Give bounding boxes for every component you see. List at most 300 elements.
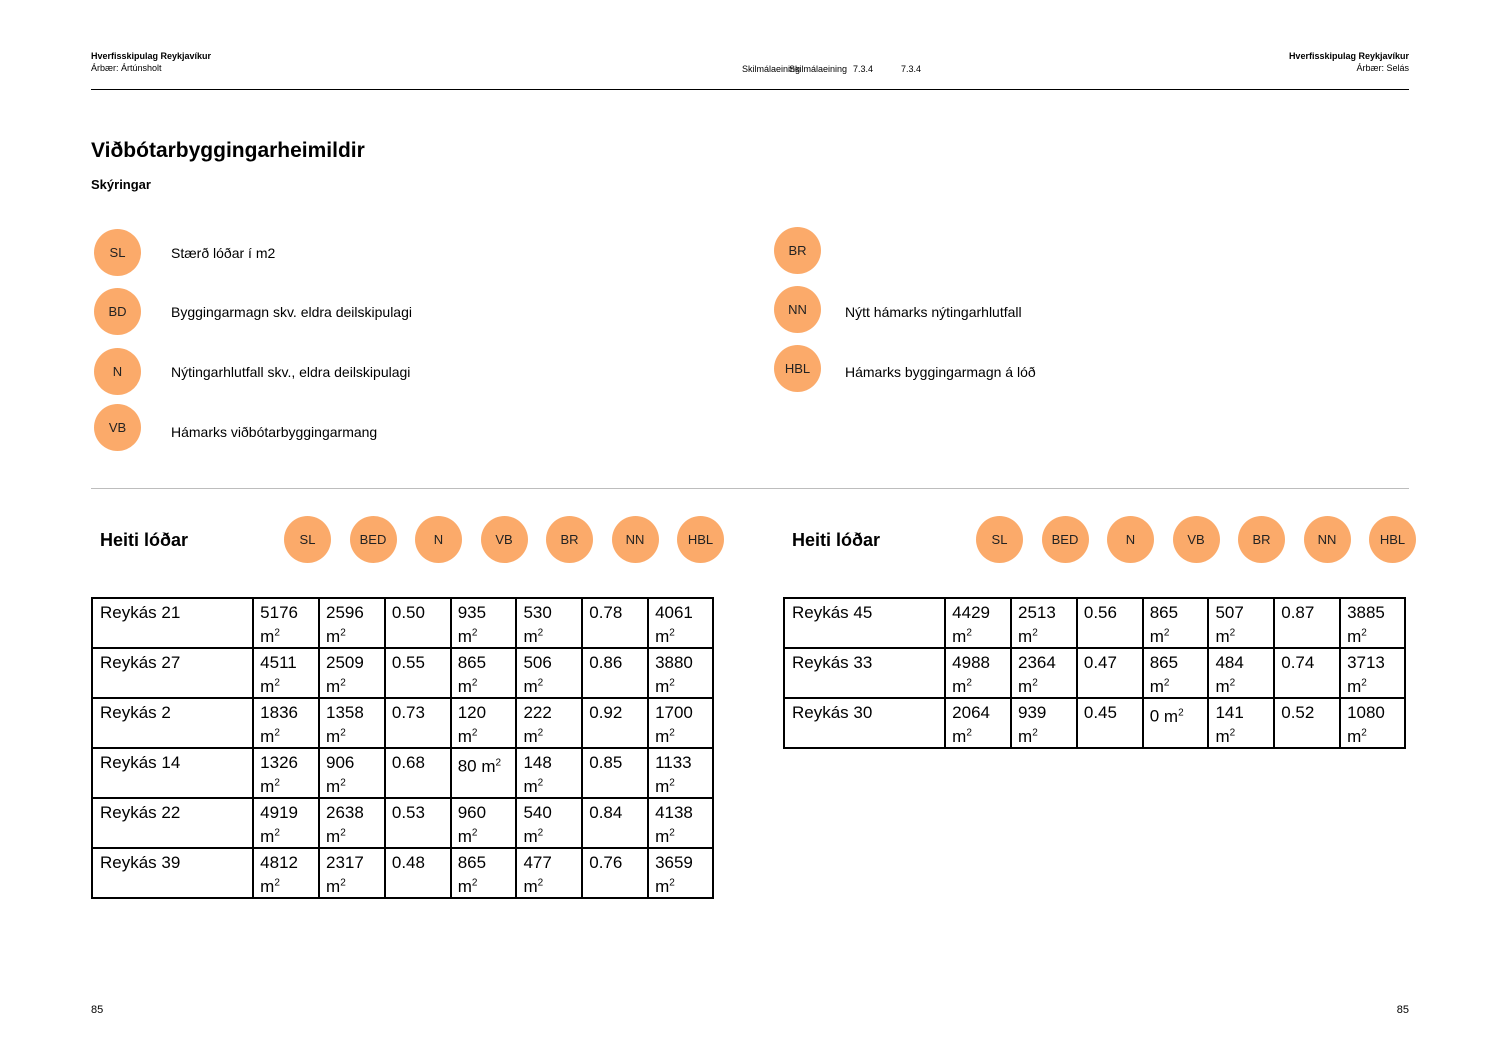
cell-value: 0.74: [1281, 653, 1315, 672]
lot-value-cell: [582, 748, 648, 798]
lot-value-cell: [451, 748, 517, 798]
cell-value: 3885: [1347, 603, 1385, 622]
legend-text: Stærð lóðar í m2: [171, 245, 276, 261]
cell-value: 0.52: [1281, 703, 1315, 722]
unit-base: m: [1347, 626, 1362, 646]
unit-base: m: [655, 776, 670, 796]
lot-value-cell: [385, 698, 451, 748]
unit-base: m: [457, 726, 472, 746]
unit-base: m: [523, 776, 538, 796]
unit-exponent: 2: [1032, 627, 1038, 638]
unit-base: m: [523, 826, 538, 846]
cell-unit: [326, 877, 346, 896]
cell-value: 1326: [260, 753, 298, 772]
lot-value-cell: [253, 698, 319, 748]
lot-value-cell: [385, 748, 451, 798]
cell-unit: [952, 627, 972, 646]
table-row: [92, 748, 713, 798]
unit-exponent: 2: [669, 827, 675, 838]
lot-name-cell: Reykás 22: [92, 798, 253, 848]
cell-value: 80: [457, 756, 477, 776]
cell-value: 0.92: [589, 703, 623, 722]
cell-value: 484: [1215, 653, 1244, 672]
lot-name-cell: Reykás 27: [92, 648, 253, 698]
lot-name-cell: Reykás 30: [784, 698, 945, 748]
lot-value-cell: [385, 648, 451, 698]
unit-base: m: [523, 676, 538, 696]
table-row: [92, 698, 713, 748]
header-divider: [91, 89, 1409, 90]
legend-text: Byggingarmagn skv. eldra deilskipulagi: [171, 304, 412, 320]
unit-base: m: [457, 826, 472, 846]
cell-value: 0.53: [391, 803, 425, 822]
cell-value: 4812: [260, 853, 298, 872]
lot-value-cell: [1208, 598, 1274, 648]
unit-exponent: 2: [537, 777, 544, 788]
cell-value: 4138: [655, 803, 693, 822]
cell-unit: [1018, 727, 1038, 746]
legend-badge: NN: [774, 286, 821, 333]
unit-exponent: 2: [274, 777, 280, 788]
lot-value-cell: [451, 798, 517, 848]
cell-unit: [260, 777, 280, 796]
unit-exponent: 2: [966, 677, 972, 688]
lot-value-cell: [945, 648, 1011, 698]
cell-value: 935: [457, 603, 487, 622]
header-mid-num-a: 7.3.4: [853, 64, 874, 74]
column-badge-nn: NN: [612, 516, 659, 563]
unit-base: m: [457, 626, 472, 646]
legend-subtitle: Skýringar: [91, 177, 151, 192]
cell-value: 3880: [655, 653, 693, 672]
unit-base: m: [1215, 726, 1230, 746]
table-row: [92, 798, 713, 848]
cell-value: 4511: [260, 653, 297, 672]
lot-name-cell: Reykás 45: [784, 598, 945, 648]
cell-unit: [481, 757, 501, 776]
cell-value: 2596: [326, 603, 364, 622]
lot-value-cell: [516, 698, 582, 748]
cell-unit: [1018, 627, 1038, 646]
header-right-title: Hverfisskipulag Reykjavíkur: [1288, 51, 1409, 61]
legend-text: Hámarks byggingarmagn á lóð: [845, 364, 1036, 380]
unit-exponent: 2: [669, 627, 675, 638]
legend-text: Nýtingarhlutfall skv., eldra deilskipulagi: [171, 364, 411, 380]
cell-value: 1133: [655, 753, 692, 772]
lot-value-cell: [1208, 698, 1274, 748]
cell-unit: [1215, 627, 1235, 646]
unit-base: m: [1347, 726, 1362, 746]
unit-exponent: 2: [274, 627, 280, 638]
cell-value: 2513: [1018, 603, 1056, 622]
cell-value: 148: [523, 753, 552, 772]
cell-unit: [655, 627, 675, 646]
lot-value-cell: [451, 698, 517, 748]
lot-value-cell: [319, 798, 385, 848]
cell-unit: [260, 727, 280, 746]
unit-base: m: [326, 626, 341, 646]
unit-base: m: [523, 876, 538, 896]
lot-value-cell: [1077, 648, 1143, 698]
lot-value-cell: [319, 698, 385, 748]
unit-exponent: 2: [471, 727, 478, 738]
unit-exponent: 2: [274, 827, 280, 838]
cell-value: 0.87: [1281, 603, 1315, 622]
cell-unit: [952, 727, 972, 746]
lot-value-cell: [1208, 648, 1274, 698]
unit-exponent: 2: [495, 757, 502, 768]
legend-badge: SL: [94, 229, 141, 276]
cell-value: 2064: [952, 703, 990, 722]
column-badge-bed: BED: [350, 516, 397, 563]
lot-value-cell: [648, 748, 713, 798]
unit-base: m: [260, 776, 275, 796]
cell-value: 2509: [326, 653, 364, 672]
section-divider: [91, 488, 1409, 489]
table-row: [92, 598, 713, 648]
cell-value: 0.85: [589, 753, 623, 772]
table-row: [784, 698, 1405, 748]
legend-badge: VB: [94, 404, 141, 451]
legend-badge: N: [94, 348, 141, 395]
unit-base: m: [1215, 676, 1230, 696]
lot-name-cell: Reykás 21: [92, 598, 253, 648]
unit-base: m: [481, 756, 496, 776]
unit-exponent: 2: [340, 727, 346, 738]
unit-base: m: [1163, 706, 1179, 726]
cell-value: 939: [1018, 703, 1047, 722]
cell-unit: [655, 877, 675, 896]
lot-name-cell: Reykás 39: [92, 848, 253, 898]
header-left-subtitle: Árbær: Ártúnsholt: [91, 63, 162, 73]
lot-value-cell: [945, 698, 1011, 748]
cell-value: 1700: [655, 703, 693, 722]
cell-value: 0.50: [391, 603, 425, 622]
unit-base: m: [260, 676, 275, 696]
cell-unit: [326, 677, 346, 696]
cell-value: 2317: [326, 853, 364, 872]
unit-exponent: 2: [537, 827, 544, 838]
unit-base: m: [326, 876, 341, 896]
cell-unit: [523, 877, 543, 896]
cell-unit: [523, 727, 543, 746]
column-badge-nn: NN: [1304, 516, 1351, 563]
cell-value: 865: [1149, 653, 1179, 672]
unit-exponent: 2: [340, 877, 346, 888]
column-badge-br: BR: [546, 516, 593, 563]
cell-unit: [523, 677, 543, 696]
cell-unit: [326, 827, 346, 846]
header-right-subtitle: Árbær: Selás: [1356, 63, 1409, 73]
lot-value-cell: [516, 648, 582, 698]
unit-base: m: [260, 826, 275, 846]
cell-value: 540: [523, 803, 552, 822]
cell-unit: [458, 877, 478, 896]
unit-exponent: 2: [966, 727, 972, 738]
cell-value: 0.86: [589, 653, 623, 672]
unit-base: m: [1149, 626, 1164, 646]
lot-value-cell: [1143, 598, 1209, 648]
cell-value: 0.56: [1083, 603, 1117, 622]
lot-value-cell: [253, 798, 319, 848]
lot-value-cell: [253, 648, 319, 698]
cell-value: 906: [326, 753, 355, 772]
cell-value: 4919: [260, 803, 298, 822]
cell-value: 0.47: [1083, 653, 1117, 672]
cell-unit: [326, 627, 346, 646]
column-badge-sl: SL: [976, 516, 1023, 563]
unit-exponent: 2: [669, 677, 675, 688]
lot-value-cell: [516, 848, 582, 898]
table-row: [92, 648, 713, 698]
lot-value-cell: [451, 648, 517, 698]
column-badge-n: N: [415, 516, 462, 563]
lots-table-right: [783, 597, 1406, 749]
cell-unit: [1347, 727, 1367, 746]
legend-badge: BD: [94, 288, 141, 335]
cell-value: 507: [1215, 603, 1244, 622]
cell-unit: [1215, 677, 1235, 696]
cell-value: 865: [1149, 603, 1179, 622]
unit-base: m: [457, 876, 472, 896]
column-badge-bed: BED: [1042, 516, 1089, 563]
lot-value-cell: [1143, 648, 1209, 698]
unit-exponent: 2: [537, 677, 544, 688]
cell-unit: [1347, 627, 1367, 646]
cell-unit: [458, 677, 478, 696]
unit-exponent: 2: [340, 677, 346, 688]
cell-value: 1080: [1347, 703, 1385, 722]
unit-base: m: [326, 726, 341, 746]
lot-name-cell: Reykás 33: [784, 648, 945, 698]
header-right: [1289, 50, 1409, 74]
cell-unit: [326, 727, 346, 746]
unit-exponent: 2: [471, 877, 478, 888]
lot-value-cell: [1011, 598, 1077, 648]
unit-base: m: [326, 676, 341, 696]
cell-value: 0.55: [391, 653, 425, 672]
unit-base: m: [1018, 626, 1033, 646]
unit-exponent: 2: [274, 877, 280, 888]
unit-exponent: 2: [1178, 707, 1184, 718]
cell-value: 0.78: [589, 603, 623, 622]
lot-value-cell: [648, 648, 713, 698]
cell-value: 865: [457, 653, 487, 672]
lot-value-cell: [582, 798, 648, 848]
unit-base: m: [1215, 626, 1230, 646]
cell-value: 141: [1215, 703, 1244, 722]
unit-base: m: [523, 626, 538, 646]
cell-value: 4429: [952, 603, 990, 622]
cell-value: 4988: [952, 653, 990, 672]
legend-text: Nýtt hámarks nýtingarhlutfall: [845, 304, 1022, 320]
cell-unit: [458, 627, 478, 646]
unit-base: m: [1018, 726, 1033, 746]
unit-exponent: 2: [340, 827, 346, 838]
header-mid-label-a: Skilmálaeining: [742, 64, 801, 74]
unit-base: m: [655, 726, 670, 746]
lot-value-cell: [253, 748, 319, 798]
lot-value-cell: [385, 848, 451, 898]
column-badge-vb: VB: [481, 516, 528, 563]
cell-value: 1836: [260, 703, 298, 722]
cell-unit: [655, 727, 675, 746]
lot-value-cell: [1340, 698, 1405, 748]
unit-base: m: [260, 626, 275, 646]
cell-value: 0.73: [391, 703, 425, 722]
unit-base: m: [655, 676, 670, 696]
column-badge-hbl: HBL: [677, 516, 724, 563]
cell-unit: [1150, 677, 1170, 696]
table-row: [784, 648, 1405, 698]
unit-base: m: [655, 626, 670, 646]
column-badge-vb: VB: [1173, 516, 1220, 563]
unit-base: m: [1347, 676, 1362, 696]
page-title: Viðbótarbyggingarheimildir: [91, 139, 365, 162]
cell-unit: [655, 827, 675, 846]
cell-unit: [326, 777, 346, 796]
column-badge-n: N: [1107, 516, 1154, 563]
lot-value-cell: [253, 848, 319, 898]
cell-value: 3659: [655, 853, 693, 872]
lot-value-cell: [648, 598, 713, 648]
cell-value: 222: [523, 703, 552, 722]
unit-exponent: 2: [1361, 677, 1367, 688]
lot-value-cell: [582, 648, 648, 698]
cell-unit: [1164, 707, 1184, 726]
unit-exponent: 2: [1032, 727, 1038, 738]
column-badge-sl: SL: [284, 516, 331, 563]
lot-value-cell: [1340, 598, 1405, 648]
header-mid-num-b: 7.3.4: [901, 64, 922, 74]
lot-value-cell: [516, 798, 582, 848]
unit-exponent: 2: [340, 627, 346, 638]
unit-base: m: [260, 726, 275, 746]
unit-exponent: 2: [471, 677, 478, 688]
lot-value-cell: [319, 598, 385, 648]
lot-value-cell: [451, 848, 517, 898]
cell-unit: [523, 827, 543, 846]
cell-unit: [1347, 677, 1367, 696]
cell-unit: [458, 827, 478, 846]
lot-value-cell: [516, 598, 582, 648]
lot-name-cell: Reykás 2: [92, 698, 253, 748]
lot-value-cell: [1340, 648, 1405, 698]
header-left-title: Hverfisskipulag Reykjavíkur: [91, 51, 212, 61]
unit-exponent: 2: [1361, 627, 1367, 638]
unit-exponent: 2: [1032, 677, 1038, 688]
lot-value-cell: [1077, 698, 1143, 748]
unit-exponent: 2: [471, 827, 478, 838]
cell-value: 960: [457, 803, 487, 822]
header-mid-label-b: Skilmálaeining: [789, 64, 848, 74]
lots-table-left: [91, 597, 714, 899]
cell-value: 0: [1149, 706, 1160, 726]
unit-base: m: [1018, 676, 1033, 696]
cell-unit: [260, 677, 280, 696]
unit-base: m: [655, 876, 670, 896]
table-row: [784, 598, 1405, 648]
cell-unit: [523, 627, 543, 646]
lot-name-cell: Reykás 14: [92, 748, 253, 798]
unit-exponent: 2: [274, 677, 280, 688]
unit-base: m: [952, 726, 967, 746]
lot-value-cell: [648, 698, 713, 748]
unit-exponent: 2: [1163, 627, 1170, 638]
cell-value: 0.84: [589, 803, 623, 822]
lot-value-cell: [945, 598, 1011, 648]
table-heading-right: Heiti lóðar: [792, 530, 881, 550]
unit-exponent: 2: [669, 727, 675, 738]
unit-exponent: 2: [1229, 677, 1236, 688]
cell-unit: [260, 877, 280, 896]
cell-value: 0.76: [589, 853, 623, 872]
cell-unit: [655, 777, 675, 796]
unit-exponent: 2: [537, 877, 544, 888]
lot-value-cell: [451, 598, 517, 648]
cell-value: 0.45: [1083, 703, 1117, 722]
unit-exponent: 2: [1361, 727, 1367, 738]
cell-unit: [952, 677, 972, 696]
unit-exponent: 2: [537, 627, 544, 638]
lot-value-cell: [648, 798, 713, 848]
cell-unit: [260, 627, 280, 646]
unit-exponent: 2: [340, 777, 346, 788]
lot-value-cell: [1011, 698, 1077, 748]
lot-value-cell: [1274, 648, 1340, 698]
unit-base: m: [952, 626, 967, 646]
page-number-right: 85: [1396, 1004, 1409, 1016]
cell-value: 0.68: [391, 753, 425, 772]
cell-unit: [458, 727, 478, 746]
cell-value: 4061: [655, 603, 693, 622]
legend-badge: HBL: [774, 345, 821, 392]
cell-value: 1358: [326, 703, 364, 722]
legend-badge: BR: [774, 227, 821, 274]
lot-value-cell: [516, 748, 582, 798]
unit-base: m: [952, 676, 967, 696]
lot-value-cell: [582, 598, 648, 648]
lot-value-cell: [253, 598, 319, 648]
cell-unit: [523, 777, 543, 796]
cell-value: 506: [523, 653, 552, 672]
cell-value: 3713: [1347, 653, 1385, 672]
lot-value-cell: [1274, 698, 1340, 748]
unit-exponent: 2: [1163, 677, 1170, 688]
lot-value-cell: [1011, 648, 1077, 698]
unit-exponent: 2: [471, 627, 478, 638]
unit-base: m: [326, 826, 341, 846]
unit-base: m: [326, 776, 341, 796]
cell-unit: [260, 827, 280, 846]
lot-value-cell: [319, 748, 385, 798]
lot-value-cell: [1274, 598, 1340, 648]
table-row: [92, 848, 713, 898]
unit-exponent: 2: [1229, 627, 1236, 638]
lot-value-cell: [385, 598, 451, 648]
lot-value-cell: [1077, 598, 1143, 648]
cell-value: 0.48: [391, 853, 425, 872]
cell-unit: [1150, 627, 1170, 646]
cell-value: 2638: [326, 803, 364, 822]
cell-value: 477: [523, 853, 552, 872]
cell-unit: [1215, 727, 1235, 746]
unit-exponent: 2: [966, 627, 972, 638]
cell-value: 2364: [1018, 653, 1056, 672]
page-number-left: 85: [91, 1004, 104, 1016]
lot-value-cell: [582, 698, 648, 748]
legend-text: Hámarks viðbótarbyggingarmang: [171, 424, 378, 440]
